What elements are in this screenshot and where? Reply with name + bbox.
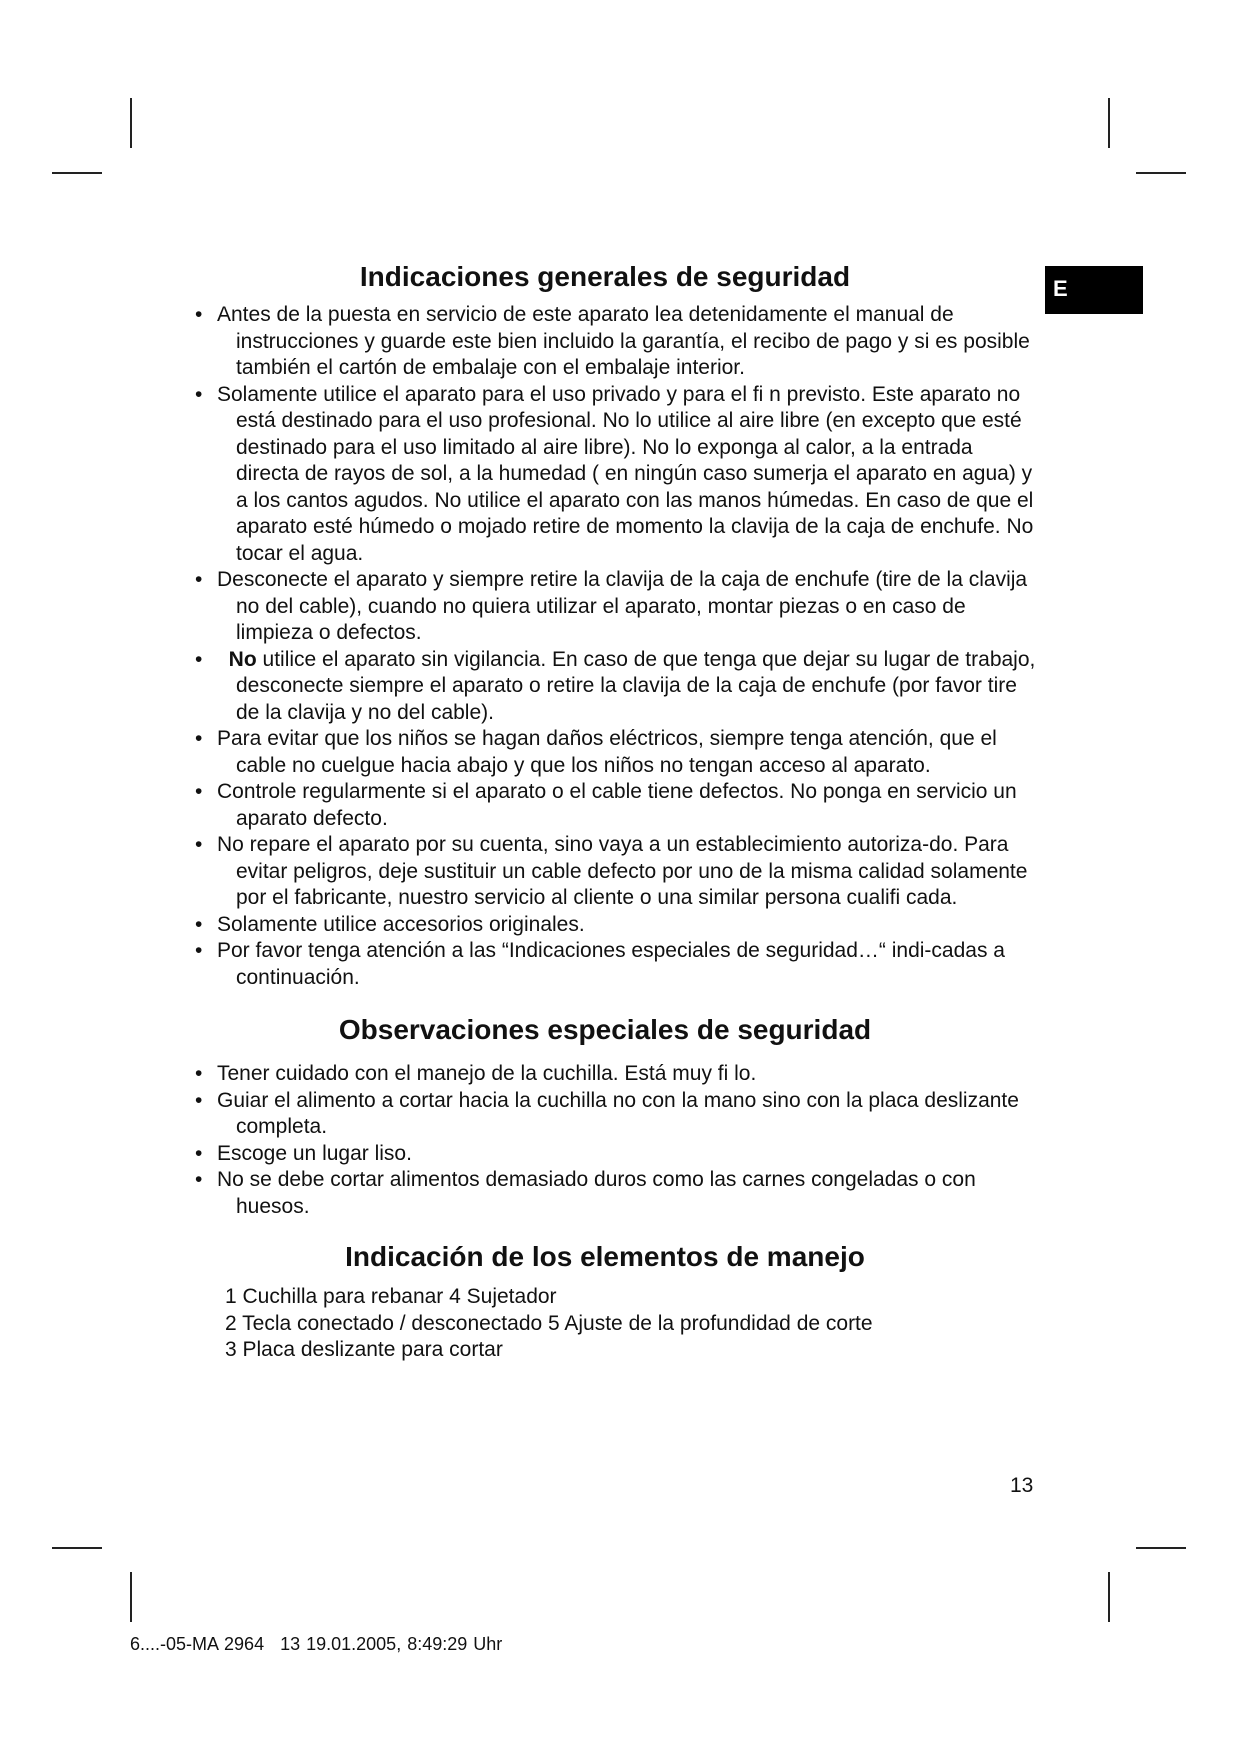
special-safety-list: [170, 1061, 1040, 1220]
list-item: • Por favor tenga atención a las “Indicaciones especiales de seguridad…“ indi-cadas a continuación.: [195, 939, 1005, 989]
list-item: • Antes de la puesta en servicio de este aparato lea detenidamente el manual de instrucciones y guarde este bien incluido la garantía, el recibo de pago y si es posible también el cartón de embalaje con el embalaje interior.: [195, 303, 1030, 379]
list-item: • Escoge un lugar liso.: [195, 1141, 412, 1165]
list-item: • Desconecte el aparato y siempre retire la clavija de la caja de enchufe (tire de la clavija no del cable), cuando no quiera utilizar el aparato, montar piezas o en caso de limpieza o defectos.: [195, 568, 1028, 644]
crop-mark-bottom-right-vertical: [1108, 1572, 1110, 1622]
list-item: • No repare el aparato por su cuenta, sino vaya a un establecimiento autoriza-do. Para evitar peligros, deje sustituir un cable defecto por uno de la misma calidad solamente por el fabricante, nuestro servicio al cliente o una similar persona cualifi cada.: [195, 833, 1028, 909]
footer-file: 6....-05-MA 2964: [130, 1634, 265, 1654]
general-safety-heading: Indicaciones generales de seguridad: [359, 261, 851, 292]
page-content: [170, 260, 1040, 1364]
footer-info: 13 19.01.2005, 8:49:29 Uhr: [280, 1634, 503, 1654]
crop-mark-bottom-left-vertical: [130, 1572, 132, 1622]
crop-mark-bottom-left-horizontal: [52, 1547, 102, 1549]
print-footer: [130, 1634, 502, 1655]
list-item: • No se debe cortar alimentos demasiado duros como las carnes congeladas o con huesos.: [195, 1168, 976, 1218]
list-item: • Tener cuidado con el manejo de la cuchilla. Está muy fi lo.: [195, 1062, 757, 1085]
special-safety-heading: Observaciones especiales de seguridad: [338, 1014, 872, 1045]
bold-lead-word: No: [228, 647, 257, 671]
list-item: • Solamente utilice el aparato para el uso privado y para el fi n previsto. Este aparato no está destinado para el uso profesional. No lo utilice al aire libre (en excepto que esté destinado para el uso limitado al aire libre). No lo exponga al calor, a la entrada directa de rayos de sol, a la humedad ( en ningún caso sumerja el aparato en agua) y a los cantos agudos. No utilice el aparato con las manos húmedas. En caso de que el aparato esté húmedo o mojado retire de momento la clavija de la caja de enchufe. No tocar el agua.: [195, 382, 1034, 565]
page-number: 13: [1010, 1474, 1034, 1497]
crop-mark-bottom-right-horizontal: [1136, 1547, 1186, 1549]
controls-heading: Indicación de los elementos de manejo: [345, 1241, 865, 1272]
crop-mark-top-left-vertical: [130, 98, 132, 148]
controls-list: [170, 1284, 1040, 1364]
controls-line: 3 Placa deslizante para cortar: [225, 1338, 503, 1361]
crop-mark-top-left-horizontal: [52, 172, 102, 174]
general-safety-list: [170, 302, 1040, 991]
crop-mark-top-right-horizontal: [1136, 172, 1186, 174]
list-item: • Controle regularmente si el aparato o el cable tiene defectos. No ponga en servicio un aparato defecto.: [195, 780, 1017, 830]
language-tab: E: [1045, 266, 1143, 314]
list-item: • No utilice el aparato sin vigilancia. En caso de que tenga que dejar su lugar de trabajo, desconecte siempre el aparato o retire la clavija de la caja de enchufe (por favor tire de la clavija y no del cable).: [195, 647, 1036, 724]
list-item: • Solamente utilice accesorios originales.: [195, 912, 585, 936]
crop-mark-top-right-vertical: [1108, 98, 1110, 148]
list-item: • Guiar el alimento a cortar hacia la cuchilla no con la mano sino con la placa deslizante completa.: [195, 1088, 1019, 1138]
controls-line: 2 Tecla conectado / desconectado 5 Ajuste de la profundidad de corte: [225, 1311, 873, 1335]
controls-line: 1 Cuchilla para rebanar 4 Sujetador: [225, 1285, 557, 1308]
list-item: • Para evitar que los niños se hagan daños eléctricos, siempre tenga atención, que el cable no cuelgue hacia abajo y que los niños no tengan acceso al aparato.: [195, 727, 997, 777]
